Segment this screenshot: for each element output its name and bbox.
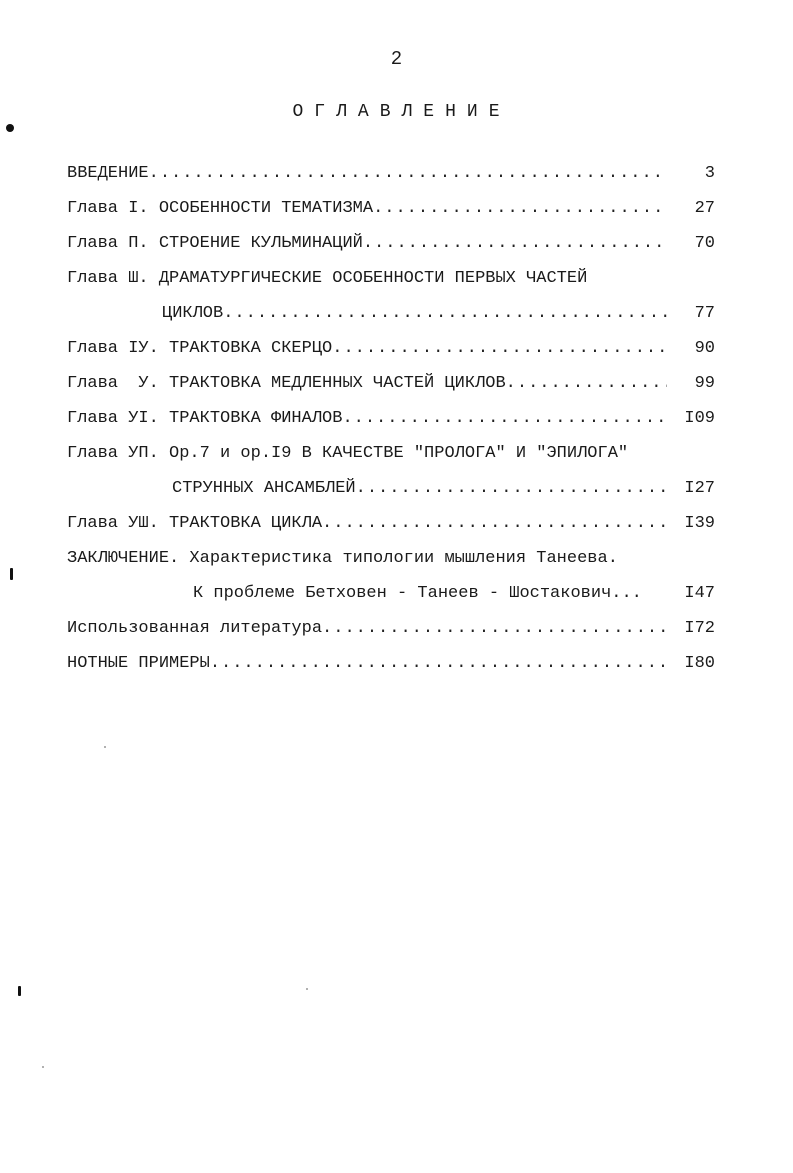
toc-entry-label: Использованная литература: [67, 619, 323, 638]
dot-leader: [149, 160, 667, 188]
toc-entry-label: Глава IУ. ТРАКТОВКА СКЕРЦО: [67, 339, 333, 358]
toc-entry-page: 90: [694, 339, 715, 358]
toc-entry-label: НОТНЫЕ ПРИМЕРЫ: [67, 654, 210, 673]
toc-entry-chapter-7-line1: Глава УП. Ор.7 и ор.I9 В КАЧЕСТВЕ "ПРОЛОГА" И "ЭПИЛОГА": [67, 444, 629, 463]
toc-entry-page: 70: [694, 234, 715, 253]
dot-leader: [322, 510, 667, 538]
toc-entry-label: Глава У. ТРАКТОВКА МЕДЛЕННЫХ ЧАСТЕЙ ЦИКЛОВ: [67, 374, 506, 393]
toc-entry-chapter-3: [67, 300, 715, 335]
scan-speck: [104, 746, 106, 748]
dot-leader: [210, 650, 667, 678]
scan-speck: [306, 988, 308, 990]
toc-entry-chapter-7: [67, 475, 715, 510]
table-of-contents: [67, 160, 715, 685]
toc-entry-label: ВВЕДЕНИЕ: [67, 164, 149, 183]
dot-leader: [342, 405, 667, 433]
scan-speck: [6, 124, 14, 132]
toc-entry-chapter-3-line1: Глава Ш. ДРАМАТУРГИЧЕСКИЕ ОСОБЕННОСТИ ПЕРВЫХ ЧАСТЕЙ: [67, 269, 588, 288]
toc-entry-page: 27: [694, 199, 715, 218]
toc-entry-page: 3: [704, 164, 715, 183]
scan-speck: [18, 986, 21, 996]
toc-entry-chapter-6: [67, 405, 715, 440]
toc-entry-chapter-5: [67, 370, 715, 405]
toc-entry-label: Глава I. ОСОБЕННОСТИ ТЕМАТИЗМА: [67, 199, 374, 218]
toc-entry-label: Глава П. СТРОЕНИЕ КУЛЬМИНАЦИЙ: [67, 234, 363, 253]
toc-entry-conclusion: [67, 580, 715, 615]
toc-entry-page: I27: [684, 479, 715, 498]
toc-entry-label: К проблеме Бетховен - Танеев - Шостакович...: [193, 584, 642, 603]
toc-entry-examples: [67, 650, 715, 685]
toc-entry-page: I72: [684, 619, 715, 638]
scan-speck: [10, 568, 13, 580]
toc-entry-page: I80: [684, 654, 715, 673]
dot-leader: [356, 475, 667, 503]
toc-entry-conclusion-line1: ЗАКЛЮЧЕНИЕ. Характеристика типологии мышления Танеева.: [67, 549, 618, 568]
toc-entry-chapter-8: [67, 510, 715, 545]
toc-title: ОГЛАВЛЕНИЕ: [292, 102, 511, 122]
toc-entry-page: 77: [694, 304, 715, 323]
toc-entry-label: СТРУННЫХ АНСАМБЛЕЙ: [172, 479, 356, 498]
toc-entry-page: I39: [684, 514, 715, 533]
dot-leader: [373, 195, 667, 223]
toc-entry-chapter-4: [67, 335, 715, 370]
toc-entry-intro: [67, 160, 715, 195]
page-number: 2: [390, 48, 403, 70]
dot-leader: [506, 370, 667, 398]
toc-entry-label: ЦИКЛОВ: [162, 304, 224, 323]
toc-entry-chapter-2: [67, 230, 715, 265]
dot-leader: [363, 230, 667, 258]
toc-entry-literature: [67, 615, 715, 650]
toc-entry-chapter-1: [67, 195, 715, 230]
toc-entry-page: 99: [694, 374, 715, 393]
scan-speck: [42, 1066, 44, 1068]
toc-entry-page: I09: [684, 409, 715, 428]
toc-entry-page: I47: [684, 584, 715, 603]
dot-leader: [322, 615, 667, 643]
dot-leader: [223, 300, 667, 328]
dot-leader: [332, 335, 667, 363]
toc-entry-label: Глава УШ. ТРАКТОВКА ЦИКЛА: [67, 514, 323, 533]
toc-entry-label: Глава УI. ТРАКТОВКА ФИНАЛОВ: [67, 409, 343, 428]
